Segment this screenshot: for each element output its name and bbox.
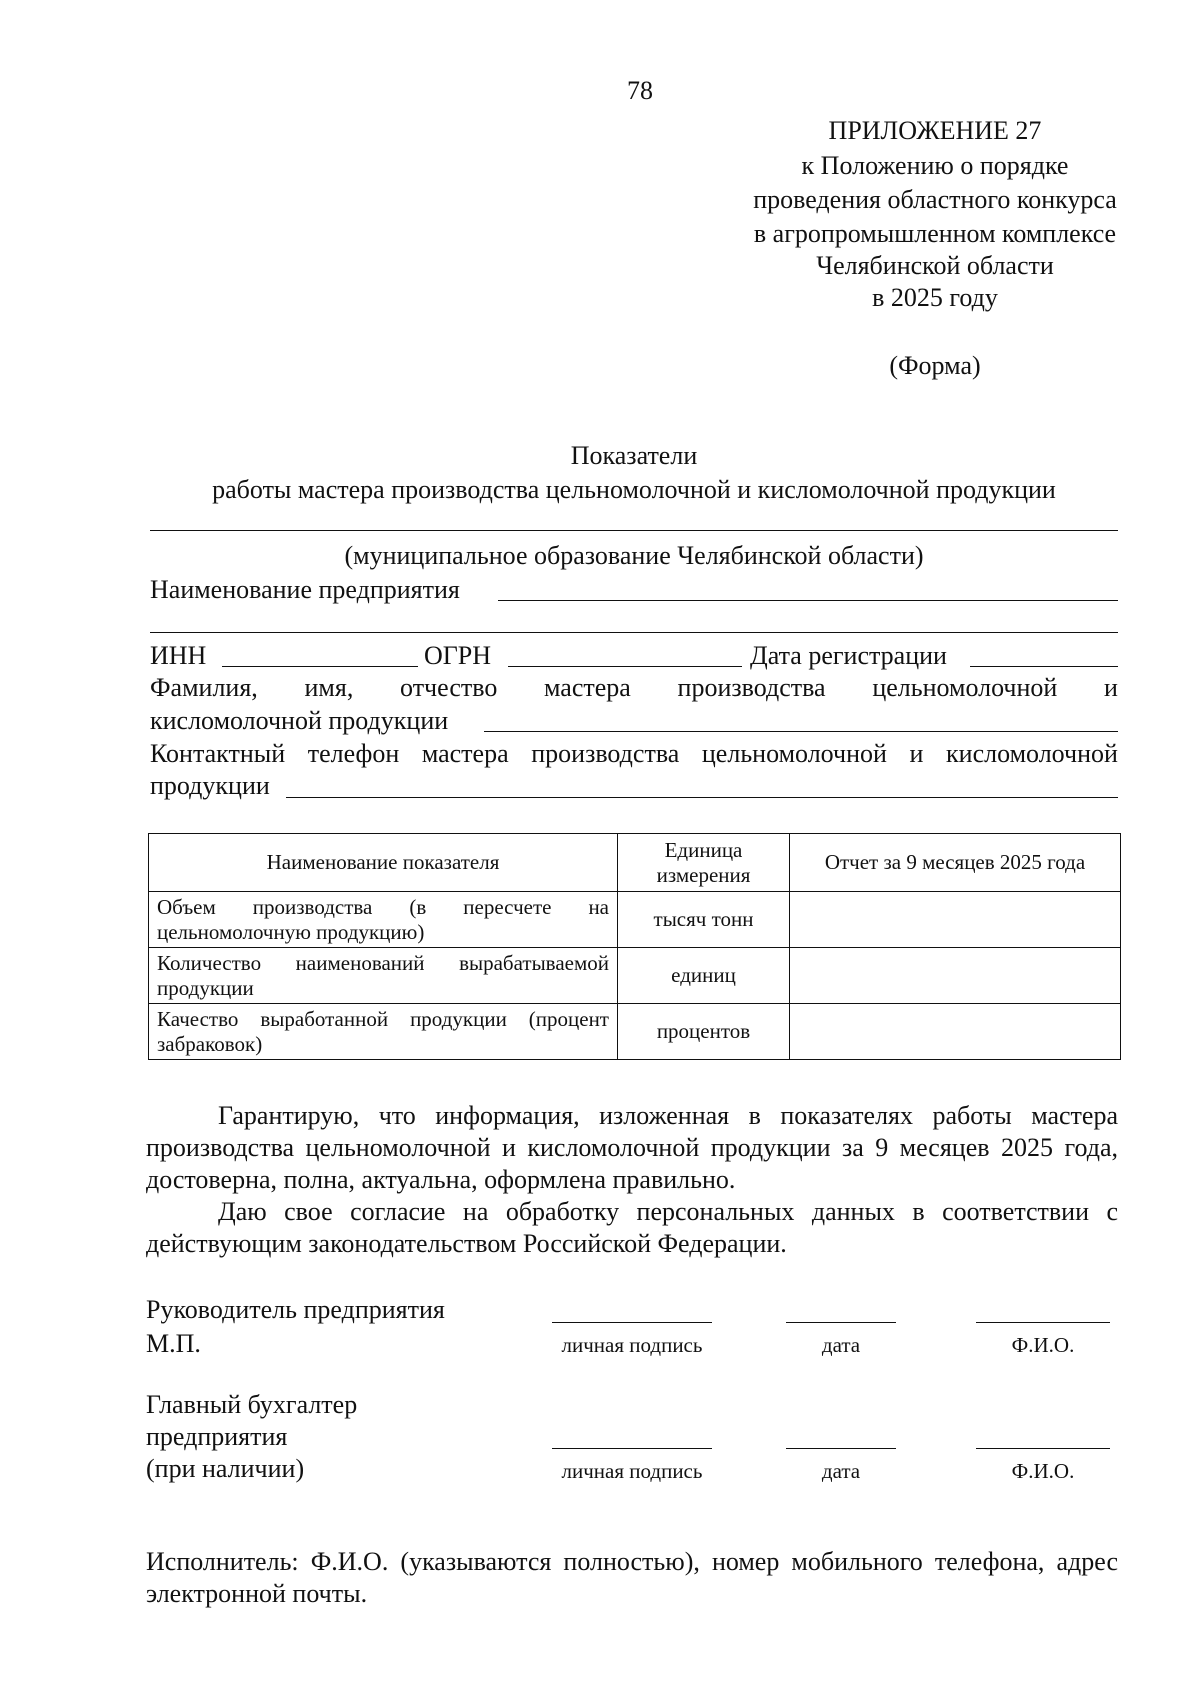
header-indicator-name: Наименование показателя [149, 834, 618, 892]
accountant-fio-line[interactable] [976, 1448, 1110, 1449]
table-row [149, 1004, 1121, 1060]
accountant-label-1: Главный бухгалтер [146, 1390, 358, 1419]
accountant-date-line[interactable] [786, 1448, 896, 1449]
header-line-2: проведения областного конкурса [753, 185, 1117, 214]
fio-word: цельномолочной [872, 673, 1058, 702]
enterprise-name-label: Наименование предприятия [150, 575, 460, 604]
doc-title-line-1: Показатели [570, 441, 698, 470]
fio-label-line-1 [150, 672, 1118, 704]
accountant-label-2: предприятия [146, 1422, 288, 1451]
fio-word: имя, [304, 673, 354, 702]
head-fio-caption: Ф.И.О. [1011, 1333, 1075, 1357]
head-label: Руководитель предприятия [146, 1295, 445, 1324]
header-line-5: в 2025 году [872, 283, 998, 312]
header-report: Отчет за 9 месяцев 2025 года [790, 834, 1121, 892]
phone-label-word: Контактный [150, 739, 286, 768]
ogrn-label: ОГРН [424, 641, 492, 670]
unit-cell: единиц [618, 948, 790, 1004]
head-date-line[interactable] [786, 1322, 896, 1323]
header-line-3: в агропромышленном комплексе [753, 219, 1117, 248]
indicator-name-cell: Качество выработанной продукции (процент забраковок) [149, 1004, 618, 1060]
enterprise-name-input-line[interactable] [498, 600, 1118, 601]
phone-label-line-2: продукции [150, 771, 270, 800]
indicator-name-cell: Объем производства (в пересчете на цельномолочную продукцию) [149, 892, 618, 948]
phone-label-word: кисломолочной [946, 739, 1118, 768]
head-signature-line[interactable] [552, 1322, 712, 1323]
executor-note: Исполнитель: Ф.И.О. (указываются полностью), номер мобильного телефона, адрес электронной почты. [146, 1547, 1118, 1608]
guarantee-paragraph: Гарантирую, что информация, изложенная в показателях работы мастера производства цельномолочной и кисломолочной продукции за 9 месяцев 2025 года, достоверна, полна, актуальна, оформлена правильно. [146, 1101, 1118, 1194]
fio-input-line[interactable] [484, 731, 1118, 732]
phone-label-word: телефон [307, 739, 400, 768]
fio-word: Фамилия, [150, 673, 258, 702]
table-header-row [149, 834, 1121, 892]
phone-label-word: производства [531, 739, 680, 768]
fio-word: отчество [400, 673, 498, 702]
indicators-table [148, 833, 1121, 1060]
fio-word: и [1104, 673, 1118, 702]
phone-label-word: цельномолочной [701, 739, 887, 768]
appendix-title: ПРИЛОЖЕНИЕ 27 [828, 116, 1042, 145]
doc-title-line-2: работы мастера производства цельномолочной и кисломолочной продукции [212, 475, 1056, 504]
report-value-cell[interactable] [790, 1004, 1121, 1060]
unit-cell: процентов [618, 1004, 790, 1060]
head-fio-line[interactable] [976, 1322, 1110, 1323]
head-date-caption: дата [821, 1333, 861, 1357]
page-number: 78 [627, 76, 653, 105]
fio-label-line-2: кисломолочной продукции [150, 706, 449, 735]
municipality-caption: (муниципальное образование Челябинской области) [344, 541, 924, 570]
form-label: (Форма) [889, 351, 981, 380]
head-signature-caption: личная подпись [561, 1333, 703, 1357]
phone-label-word: мастера [421, 739, 509, 768]
consent-paragraph: Даю свое согласие на обработку персональных данных в соответствии с действующим законодательством Российской Федерации. [146, 1197, 1118, 1258]
report-value-cell[interactable] [790, 948, 1121, 1004]
phone-input-line[interactable] [286, 797, 1118, 798]
inn-input-line[interactable] [222, 666, 418, 667]
inn-label: ИНН [150, 641, 207, 670]
report-value-cell[interactable] [790, 892, 1121, 948]
phone-label-word: и [909, 739, 924, 768]
accountant-label-3: (при наличии) [146, 1454, 305, 1483]
fio-word: мастера [544, 673, 631, 702]
stamp-label: М.П. [146, 1329, 201, 1358]
accountant-signature-line[interactable] [552, 1448, 712, 1449]
reg-date-input-line[interactable] [970, 666, 1118, 667]
fio-word: производства [677, 673, 826, 702]
table-row [149, 948, 1121, 1004]
ogrn-input-line[interactable] [508, 666, 742, 667]
unit-cell: тысяч тонн [618, 892, 790, 948]
accountant-date-caption: дата [821, 1459, 861, 1483]
accountant-fio-caption: Ф.И.О. [1011, 1459, 1075, 1483]
enterprise-name-input-line-2[interactable] [150, 632, 1118, 633]
accountant-signature-caption: личная подпись [561, 1459, 703, 1483]
indicator-name-cell: Количество наименований вырабатываемой продукции [149, 948, 618, 1004]
header-line-1: к Положению о порядке [801, 151, 1069, 180]
phone-label-line-1 [150, 738, 1118, 770]
header-unit: Единица измерения [618, 834, 790, 892]
header-line-4: Челябинской области [816, 251, 1054, 280]
municipality-input-line[interactable] [150, 530, 1118, 531]
reg-date-label: Дата регистрации [750, 641, 947, 670]
table-row [149, 892, 1121, 948]
